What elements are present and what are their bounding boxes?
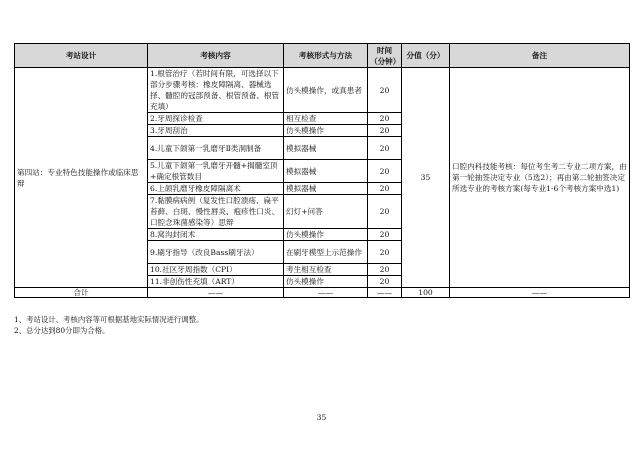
- content-cell: 5.儿童下颌第一乳磨牙开髓+揭髓室顶+确定根管数目: [148, 160, 284, 183]
- score-cell: 20: [368, 113, 402, 125]
- score-cell: 20: [368, 68, 402, 113]
- total-remark: ——: [450, 288, 630, 298]
- content-cell: 7.黏膜病病例（复发性口腔溃疡、扁平苔藓、白斑、慢性唇炎、疱疹性口炎、口腔念珠菌感染等）思辩: [148, 195, 284, 229]
- header-row: [15, 44, 630, 68]
- header-method: 考核形式与方法: [284, 44, 368, 68]
- method-cell: 在刷牙模型上示范操作: [284, 241, 368, 264]
- header-score: 分值（分）: [402, 44, 450, 68]
- method-cell: 仿头模操作，或真患者: [284, 68, 368, 113]
- score-cell: 20: [368, 137, 402, 160]
- footnotes: [14, 314, 629, 336]
- footnote: 1、考站设计、考核内容等可根据基地实际情况进行调整。: [14, 315, 204, 324]
- footnote: 2、总分达到80分即为合格。: [14, 326, 110, 335]
- method-cell: 考生相互检查: [284, 264, 368, 276]
- content-cell: 1.根管治疗（若时间有限，可选择以下部分步骤考核：橡皮障隔离、器械选择、髓腔的冠部预备、根管预备、根管充填）: [148, 68, 284, 113]
- content-cell: 11.非创伤性充填（ART）: [148, 276, 284, 288]
- content-cell: 10.社区牙周指数（CPI）: [148, 264, 284, 276]
- table-row: [15, 68, 630, 113]
- time-total: 35: [402, 68, 450, 288]
- content-cell: 2.牙周探诊检查: [148, 113, 284, 125]
- method-cell: 模拟器械: [284, 160, 368, 183]
- method-cell: 模拟器械: [284, 183, 368, 195]
- content-cell: 3.牙周刮治: [148, 125, 284, 137]
- header-station: 考站设计: [15, 44, 148, 68]
- score-cell: 20: [368, 125, 402, 137]
- content-cell: 9.刷牙指导（改良Bass刷牙法）: [148, 241, 284, 264]
- exam-table: [14, 43, 630, 298]
- score-cell: 20: [368, 229, 402, 241]
- content-cell: 4.儿童下颌第一乳磨牙Ⅱ类洞制备: [148, 137, 284, 160]
- score-cell: 20: [368, 241, 402, 264]
- total-content: ——: [148, 288, 284, 298]
- method-cell: 仿头模操作: [284, 276, 368, 288]
- total-time: ——: [368, 288, 402, 298]
- score-cell: 20: [368, 160, 402, 183]
- total-method: ——: [284, 288, 368, 298]
- header-content: 考核内容: [148, 44, 284, 68]
- header-remark: 备注: [450, 44, 630, 68]
- score-cell: 20: [368, 195, 402, 229]
- score-cell: 20: [368, 264, 402, 276]
- total-label: 合计: [15, 288, 148, 298]
- score-cell: 20: [368, 183, 402, 195]
- content-cell: 8.窝沟封闭术: [148, 229, 284, 241]
- score-cell: 20: [368, 276, 402, 288]
- method-cell: 模拟器械: [284, 137, 368, 160]
- station-label: 第四站：专业特色技能操作或临床思辩: [15, 68, 148, 288]
- total-row: [15, 288, 630, 298]
- method-cell: 仿头模操作: [284, 229, 368, 241]
- method-cell: 仿头模操作: [284, 125, 368, 137]
- method-cell: 幻灯+问答: [284, 195, 368, 229]
- header-time: 时间（分钟）: [368, 44, 402, 68]
- method-cell: 相互检查: [284, 113, 368, 125]
- total-score: 100: [402, 288, 450, 298]
- remark-text: 口腔内科技能考核：每位考生考二专业二项方案，由第一轮抽签决定专业（5选2）；再由第二轮抽签决定所选专业的考核方案(每专业1-6个考核方案中选1): [450, 68, 630, 288]
- content-cell: 6.上颌乳磨牙橡皮障隔离术: [148, 183, 284, 195]
- page-number: 35: [316, 413, 327, 422]
